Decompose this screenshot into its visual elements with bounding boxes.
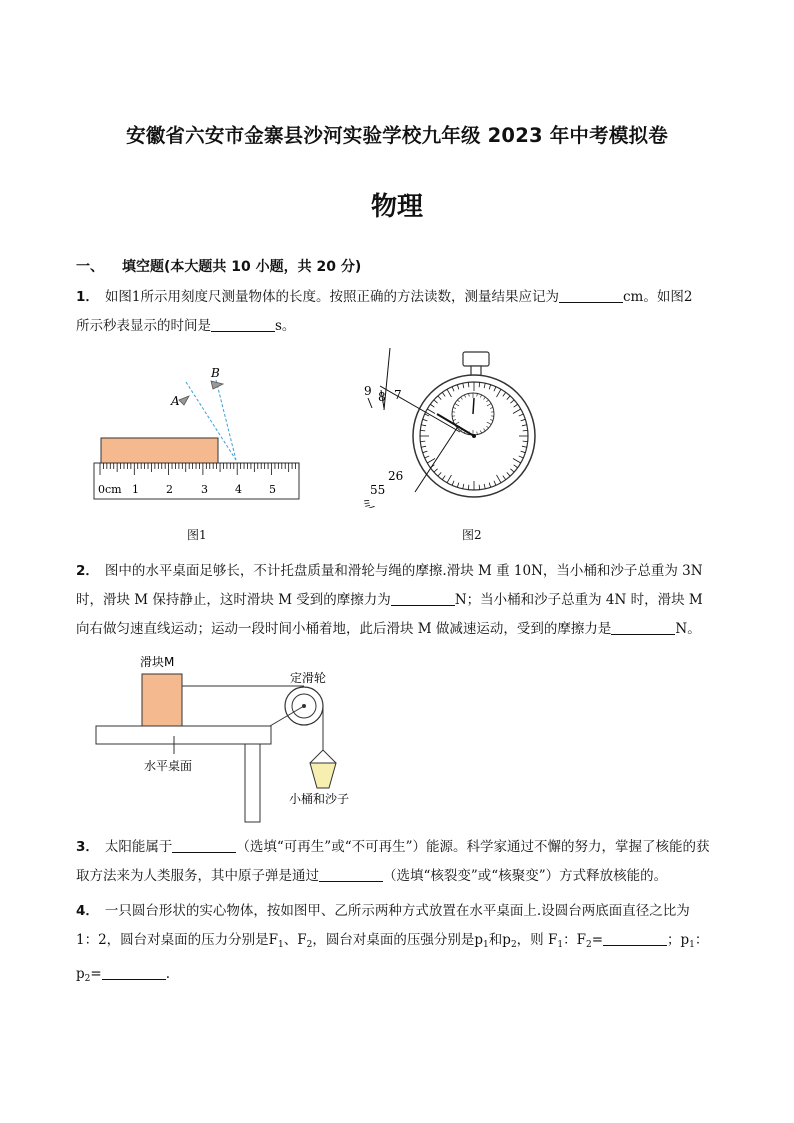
section-label: 填空题(本大题共 10 小题，共 20 分) (122, 259, 362, 275)
figure-1-ruler (90, 360, 305, 505)
question-4-line-3: $p_2=$ (76, 966, 102, 984)
question-1-text-c: 所示秒表显示的时间是 (76, 318, 211, 334)
point-a-label: A (171, 394, 180, 408)
bucket-string-left (310, 750, 323, 763)
question-1-text-a: 如图1所示用刻度尺测量物体的长度。按照正确的方法读数，测量结果应记为 (104, 289, 559, 305)
tabletop (96, 726, 271, 744)
ruler-label-2: 2 (166, 483, 173, 496)
question-4-number: 4． (76, 903, 99, 919)
bucket-string-right (323, 750, 336, 763)
answer-blank[interactable] (211, 317, 275, 332)
tick-mark (523, 441, 528, 442)
answer-blank[interactable] (611, 620, 675, 635)
slider-label: 滑块M (140, 655, 175, 669)
question-3-line-2b: （选填“核裂变”或“核聚变”）方式释放核能的。 (383, 868, 668, 884)
question-2-number: 2． (76, 563, 99, 579)
question-2-line-1: 图中的水平桌面足够长，不计托盘质量和滑轮与绳的摩擦.滑块 M 重 10N，当小桶和沙子总重为 3N (104, 563, 703, 579)
zoom-label-55: 55 (370, 483, 386, 497)
zoom-label-8: 8 (378, 390, 386, 404)
tick-mark (479, 382, 480, 387)
eye-a-icon (179, 396, 189, 405)
question-2-line-3b: N。 (675, 621, 701, 637)
bucket-with-sand (310, 763, 336, 788)
minute-hand (473, 398, 474, 414)
eye-b-icon (211, 381, 223, 389)
ruler-label-3: 3 (201, 483, 208, 496)
figure-2-stopwatch (340, 348, 540, 508)
answer-blank[interactable] (172, 838, 236, 853)
tick-mark (365, 503, 370, 504)
question-4 (76, 897, 736, 994)
slider-block-m (142, 674, 182, 726)
question-2 (76, 557, 736, 644)
section-heading (76, 256, 361, 276)
question-1-text-b: cm。如图2 (623, 289, 693, 305)
question-3-line-1a: 太阳能属于 (104, 839, 173, 855)
point-b-label: B (211, 366, 220, 380)
ruler-label-4: 4 (235, 483, 242, 496)
ruler-label-1: 1 (132, 483, 139, 496)
question-2-line-2b: N；当小桶和沙子总重为 4N 时，滑块 M (454, 592, 703, 608)
table-label: 水平桌面 (144, 759, 193, 773)
tick-mark (479, 485, 480, 490)
pulley-label: 定滑轮 (290, 671, 327, 685)
sight-line-b (216, 380, 236, 460)
tick-mark (420, 430, 425, 431)
tick-mark (366, 506, 374, 508)
tick-mark (365, 505, 370, 506)
answer-blank[interactable] (319, 867, 383, 882)
tick-mark (468, 485, 469, 490)
zoom-seconds-scale (364, 500, 391, 508)
center-pin (472, 434, 476, 438)
figure-3-pulley-setup (90, 650, 380, 825)
answer-blank[interactable] (391, 591, 455, 606)
exam-title: 安徽省六安市金寨县沙河实验学校九年级 2023 年中考模拟卷 (126, 124, 668, 147)
zoom-label-26: 26 (388, 469, 404, 483)
figure-2-caption: 图2 (462, 528, 482, 542)
table-leg (245, 744, 260, 822)
question-3 (76, 833, 736, 891)
answer-blank[interactable] (603, 931, 667, 946)
question-4-line-2: 1：2，圆台对桌面的压力分别是$F_1$、$F_2$，圆台对桌面的压强分别是$p_1$和$p_2$，则 $F_1$：$F_2=$ (76, 932, 603, 950)
bucket-label: 小桶和沙子 (289, 792, 350, 806)
stopwatch-crown (463, 352, 489, 366)
tick-mark (523, 430, 528, 431)
zoom-label-9: 9 (364, 384, 372, 398)
question-1 (76, 283, 736, 341)
measured-block (101, 438, 218, 463)
answer-blank[interactable] (102, 965, 166, 980)
zoom-label-7: 7 (394, 388, 402, 402)
question-4-line-1: 一只圆台形状的实心物体，按如图甲、乙所示两种方式放置在水平桌面上.设圆台两底面直径之比为 (104, 903, 690, 919)
figure-1-caption: 图1 (187, 528, 207, 542)
ruler-label-5: 5 (269, 483, 276, 496)
subject-title: 物理 (370, 192, 423, 222)
question-1-number: 1． (76, 289, 99, 305)
question-3-line-2a: 取方法来为人类服务，其中原子弹是通过 (76, 868, 319, 884)
section-number: 一、 (76, 259, 104, 275)
question-2-line-3a: 向右做匀速直线运动；运动一段时间小桶着地，此后滑块 M 做减速运动，受到的摩擦力是 (76, 621, 612, 637)
question-3-line-1b: （选填“可再生”或“不可再生”）能源。科学家通过不懈的努力，掌握了核能的获 (236, 839, 710, 855)
question-3-number: 3． (76, 839, 99, 855)
question-4-line-2-tail: ；$p_1$： (667, 932, 709, 950)
ruler-label-0: 0cm (98, 483, 122, 496)
tick-mark (420, 441, 425, 442)
answer-blank[interactable] (559, 288, 623, 303)
question-1-text-d: s。 (275, 318, 296, 334)
question-2-line-2a: 时，滑块 M 保持静止，这时滑块 M 受到的摩擦力为 (76, 592, 391, 608)
tick-mark (468, 382, 469, 387)
question-4-line-3-end: . (165, 966, 170, 982)
